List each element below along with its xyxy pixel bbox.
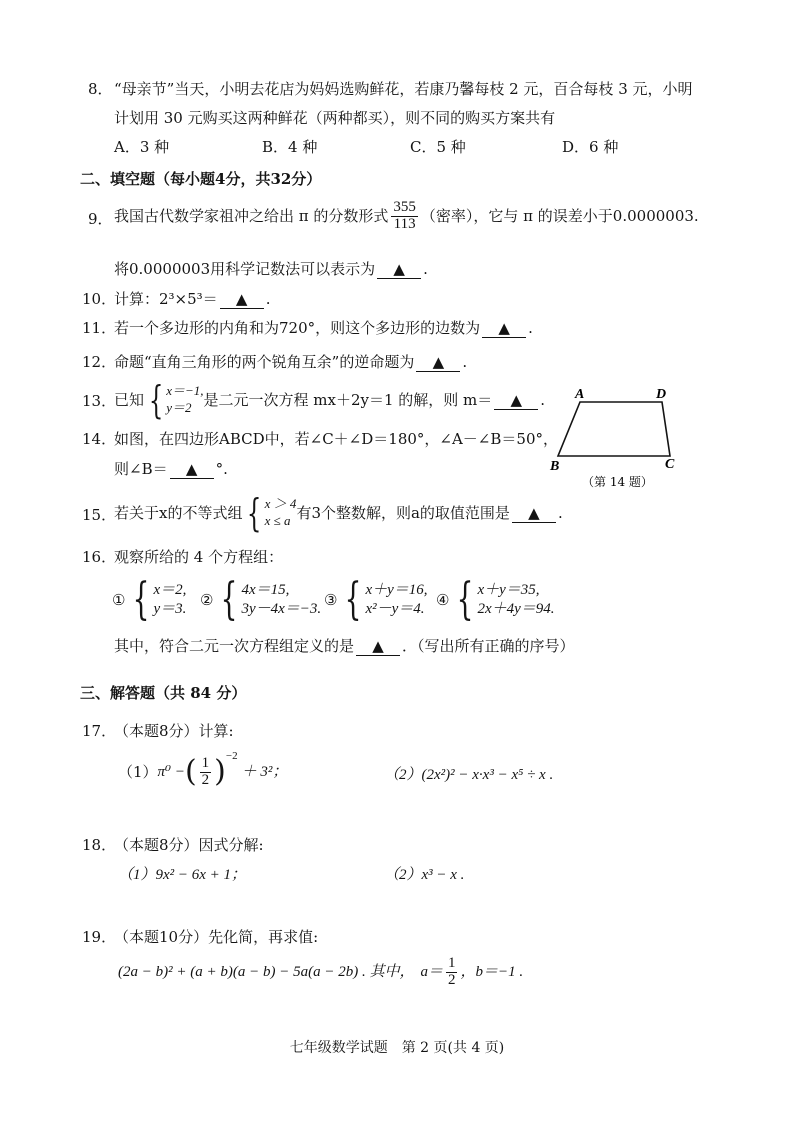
q14-number: 14． xyxy=(82,430,117,448)
q16-system-1-brace: { xyxy=(133,574,150,625)
q16-system-1 xyxy=(112,574,187,625)
q14-vertex-b: B xyxy=(550,459,560,474)
q19-a-fraction xyxy=(446,956,458,989)
q13-text-pre: 已知 xyxy=(114,391,145,409)
q12-text-line: 命题“直角三角形的两个锐角互余”的逆命题为 ▲ . xyxy=(114,353,468,371)
page-footer: 七年级数学试题 第 2 页(共 4 页) xyxy=(289,1040,505,1056)
q16-system-2-brace: { xyxy=(221,574,238,625)
q17-part1-expr-a: π⁰ − xyxy=(157,764,185,781)
q19-expression-line xyxy=(118,956,523,989)
q10-text-line: 计算：2³×5³＝ ▲ . xyxy=(114,290,271,308)
q16-question-line xyxy=(114,637,575,656)
q16-system-3 xyxy=(324,574,428,625)
q13-system-row2: y＝2 xyxy=(166,400,192,415)
q17-part1-fraction xyxy=(200,756,212,789)
q14-figure-caption: （第 14 题） xyxy=(582,475,653,489)
q16-question-pre: 其中，符合二元一次方程组定义的是 xyxy=(114,637,355,655)
q17-part1-expr-b: ＋ 3²； xyxy=(241,764,288,781)
q16-system-1-label: ① xyxy=(112,591,126,609)
q8-text-line1: “母亲节”当天，小明去花店为妈妈选购鲜花，若康乃馨每枝 2 元，百合每枝 3 元，小明 xyxy=(114,80,693,98)
q15-text-line: 若关于x的不等式组 { x ＞ 4 x ≤ a 有3个整数解，则a的取值范围是 ▲ . xyxy=(114,491,563,535)
q13-answer-blank[interactable]: ▲ xyxy=(494,391,538,410)
q15-text-pre: 若关于x的不等式组 xyxy=(114,504,243,522)
q11-number: 11． xyxy=(82,319,117,337)
q11-text: 若一个多边形的内角和为720°，则这个多边形的边数为 xyxy=(114,319,481,337)
q16-system-3-row2: x²－y＝4. xyxy=(365,601,425,617)
section-solutions-heading: 三、解答题（共 84 分） xyxy=(80,684,247,702)
q14-vertex-c: C xyxy=(665,457,675,472)
q16-answer-blank[interactable]: ▲ xyxy=(356,637,400,656)
q18-number: 18． xyxy=(82,836,117,854)
q15-answer-blank[interactable]: ▲ xyxy=(512,504,556,523)
q10-answer-blank[interactable]: ▲ xyxy=(220,290,264,309)
q9-fraction-numerator: 355 xyxy=(393,199,416,215)
q19-b-value: ，b＝−1 . xyxy=(460,964,524,981)
q8-option-c: C．5 种 xyxy=(410,138,466,156)
q14-answer-blank[interactable]: ▲ xyxy=(170,460,214,479)
q8-option-b: B．4 种 xyxy=(262,138,318,156)
q13-text-post: 是二元一次方程 mx＋2y＝1 的解，则 m＝ xyxy=(203,391,493,409)
q15-system-row1: x ＞ 4 xyxy=(264,496,297,512)
q18-heading: （本题8分）因式分解: xyxy=(114,836,264,854)
q8-option-d: D．6 种 xyxy=(562,138,619,156)
q8-number: 8． xyxy=(88,80,113,98)
q16-system-3-row1: x＋y＝16, xyxy=(365,581,428,598)
q14-text-post: °. xyxy=(215,460,228,478)
q13-text-line: 已知 { x＝−1, y＝2 是二元一次方程 mx＋2y＝1 的解，则 m＝ ▲ . xyxy=(114,378,546,422)
q15-brace: { xyxy=(247,491,262,535)
q9-answer-blank[interactable]: ▲ xyxy=(377,260,421,279)
q8-option-a: A．3 种 xyxy=(114,138,170,156)
q17-part1-exponent: −2 xyxy=(225,749,238,762)
q9-question: 将0.0000003用科学记数法可以表示为 xyxy=(114,260,376,278)
q9-fraction-denominator: 113 xyxy=(393,215,416,232)
q18-part2: （2）x³ − x . xyxy=(384,867,465,883)
q16-system-2-label: ② xyxy=(200,591,214,609)
q16-text: 观察所给的 4 个方程组： xyxy=(114,548,284,566)
q13-brace: { xyxy=(148,378,164,422)
q16-system-4 xyxy=(436,574,555,625)
q19-expression: (2a − b)² + (a + b)(a − b) − 5a(a − 2b) . 其中， xyxy=(118,964,415,981)
q12-number: 12． xyxy=(82,353,117,371)
q12-text: 命题“直角三角形的两个锐角互余”的逆命题为 xyxy=(114,353,415,371)
q14-quadrilateral-figure xyxy=(544,384,694,494)
q14-vertex-d: D xyxy=(656,387,667,402)
q17-part1-fraction-numerator: 1 xyxy=(201,755,210,771)
q17-part1-label: （1） xyxy=(118,763,158,782)
q9-text-line1 xyxy=(114,200,699,233)
q16-system-1-row2: y＝3. xyxy=(153,601,187,617)
q19-a-fraction-numerator: 1 xyxy=(447,955,456,971)
q16-system-2-row2: 3y－4x＝−3. xyxy=(241,601,322,617)
q9-text-pre: 我国古代数学家祖冲之给出 π 的分数形式 xyxy=(114,207,389,226)
q14-quadrilateral-shape xyxy=(558,402,670,456)
q16-system-4-brace: { xyxy=(457,574,474,625)
section-fill-in-heading: 二、填空题（每小题4分，共32分） xyxy=(80,170,322,188)
q19-number: 19． xyxy=(82,928,117,946)
q10-text: 计算：2³×5³＝ xyxy=(114,290,218,308)
q17-heading: （本题8分）计算: xyxy=(114,722,234,740)
q16-system-1-row1: x＝2, xyxy=(153,581,187,598)
q14-text-line2 xyxy=(114,460,228,479)
q13-number: 13． xyxy=(82,392,117,410)
q17-part2: （2）(2x²)² − x·x³ − x⁵ ÷ x . xyxy=(384,767,554,783)
q16-system-4-row2: 2x＋4y＝94. xyxy=(477,601,555,617)
q15-number: 15． xyxy=(82,506,117,524)
q19-a-fraction-denominator: 2 xyxy=(447,971,456,988)
q11-answer-blank[interactable]: ▲ xyxy=(482,319,526,338)
q14-text-line1: 如图，在四边形ABCD中，若∠C＋∠D＝180°，∠A－∠B＝50°， xyxy=(114,430,558,448)
q16-question-post: ．（写出所有正确的序号） xyxy=(402,637,575,655)
q16-number: 16． xyxy=(82,548,117,566)
q16-system-3-label: ③ xyxy=(324,591,338,609)
q9-text-post: （密率），它与 π 的误差小于0.0000003. xyxy=(420,207,699,226)
q19-a-label: a＝ xyxy=(420,964,443,981)
q9-fraction xyxy=(391,200,418,233)
q13-equation-system xyxy=(144,378,204,422)
q16-system-3-brace: { xyxy=(345,574,362,625)
q17-number: 17． xyxy=(82,722,117,740)
q19-heading: （本题10分）先化简，再求值: xyxy=(114,928,319,946)
q16-system-2 xyxy=(200,574,322,625)
q16-system-4-row1: x＋y＝35, xyxy=(477,581,540,598)
q15-inequality-system xyxy=(242,491,297,535)
q16-system-4-label: ④ xyxy=(436,591,450,609)
q15-system-row2: x ≤ a xyxy=(264,513,291,528)
q16-system-2-row1: 4x＝15, xyxy=(241,581,290,598)
q8-text-line2: 计划用 30 元购买这两种鲜花（两种都买），则不同的购买方案共有 xyxy=(114,109,556,127)
q11-text-line: 若一个多边形的内角和为720°，则这个多边形的边数为 ▲ . xyxy=(114,319,533,337)
q10-number: 10． xyxy=(82,290,117,308)
q14-vertex-a: A xyxy=(575,387,585,402)
q9-text-line2: 将0.0000003用科学记数法可以表示为 ▲ . xyxy=(114,260,428,278)
q18-part1: （1）9x² − 6x + 1； xyxy=(118,867,247,883)
q17-part1: （1） π⁰ − ( $\frac{1}{2}$ ) −2 ＋ 3²； xyxy=(118,749,288,790)
q13-system-row1: x＝−1, xyxy=(166,383,204,399)
q15-text-post: 有3个整数解，则a的取值范围是 xyxy=(296,504,510,522)
q17-part1-fraction-denominator: 2 xyxy=(201,771,210,788)
q12-answer-blank[interactable]: ▲ xyxy=(416,353,460,372)
q14-text-pre: 则∠B＝ xyxy=(114,460,168,478)
q9-number: 9． xyxy=(88,210,113,228)
